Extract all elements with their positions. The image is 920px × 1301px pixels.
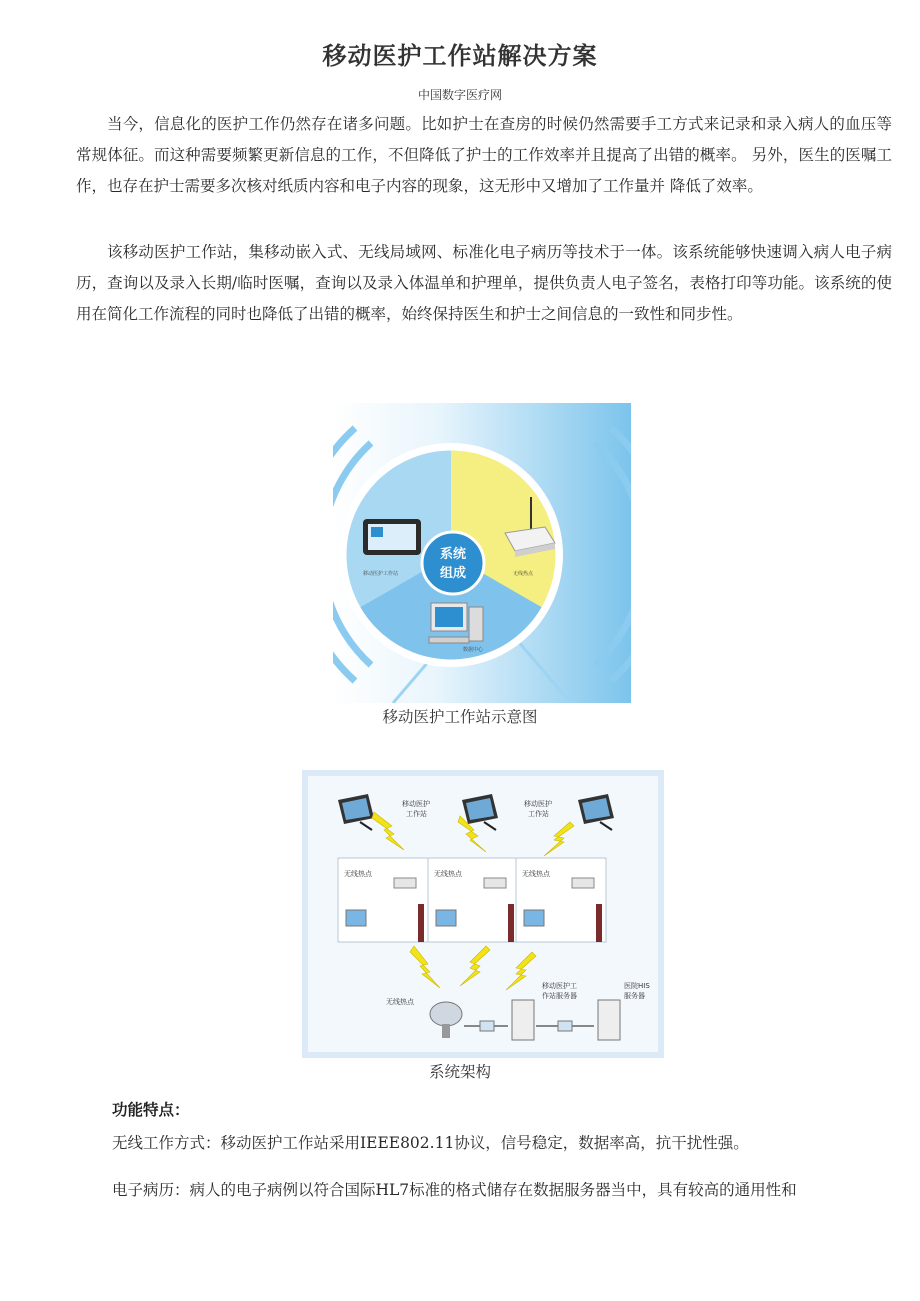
figure1-caption: 移动医护工作站示意图 [382, 708, 538, 726]
system-composition-figure [333, 403, 631, 703]
server1-label: 移动医护工 [542, 982, 577, 990]
room-boxes [338, 858, 606, 942]
source-line: 中国数字医疗网 [417, 88, 502, 102]
intro-paragraph: 当今，信息化的医护工作仍然存在诸多问题。比如护士在查房的时候仍然需要手工方式来记录和录入病人的血压等常规体征。而这种需要频繁更新信息的工作，不但降低了护士的工作效率并且提高了出错的概率。 另外，医生的医嘱工作，也存在护士需要多次核对纸质内容和电子内容的现象，这无形中又增加了工作量并 降低了效率。 [76, 115, 892, 195]
workstation-label: 移动医护 [402, 800, 430, 808]
document-title: 移动医护工作站解决方案 [322, 42, 598, 70]
center-badge [422, 532, 484, 594]
center-label-line2: 组成 [439, 566, 467, 581]
server2-label: 服务器 [624, 992, 645, 1000]
figure2-caption: 系统架构 [428, 1063, 491, 1081]
tablet-icon [363, 519, 421, 555]
server-icon [512, 1000, 534, 1040]
workstation-label: 移动医护工作站 [363, 571, 399, 577]
main-hotspot-label: 无线热点 [386, 998, 414, 1006]
workstation-label: 移动医护 [524, 800, 552, 808]
system-paragraph: 该移动医护工作站，集移动嵌入式、无线局域网、标准化电子病历等技术于一体。该系统能够快速调入病人电子病历，查询以及录入长期/临时医嘱，查询以及录入体温单和护理单，提供负责人电子签名，表格打印等功能。该系统的使用在简化工作流程的同时也降低了出错的概率，始终保持医生和护士之间信息的一致性和同步性。 [76, 243, 892, 323]
datacenter-label: 数据中心 [463, 647, 484, 653]
features-heading: 功能特点： [112, 1101, 190, 1119]
server2-label: 医院HIS [624, 982, 650, 990]
feature-item: 电子病历：病人的电子病例以符合国际HL7标准的格式储存在数据服务器当中，具有较高的通用性和 [112, 1181, 797, 1199]
server-icon [598, 1000, 620, 1040]
workstation-label: 工作站 [528, 810, 549, 818]
svg-text:无线热点: 无线热点 [344, 870, 372, 878]
svg-text:无线热点: 无线热点 [434, 870, 462, 878]
computer-icon [429, 603, 483, 643]
system-architecture-figure [302, 770, 664, 1058]
workstation-label: 工作站 [406, 810, 427, 818]
center-label-line1: 系统 [439, 547, 467, 562]
feature-item: 无线工作方式：移动医护工作站采用IEEE802.11协议，信号稳定，数据率高，抗干扰性强。 [112, 1134, 749, 1152]
svg-text:无线热点: 无线热点 [522, 870, 550, 878]
hotspot-label: 无线热点 [513, 571, 534, 577]
server1-label: 作站服务器 [542, 992, 577, 1000]
